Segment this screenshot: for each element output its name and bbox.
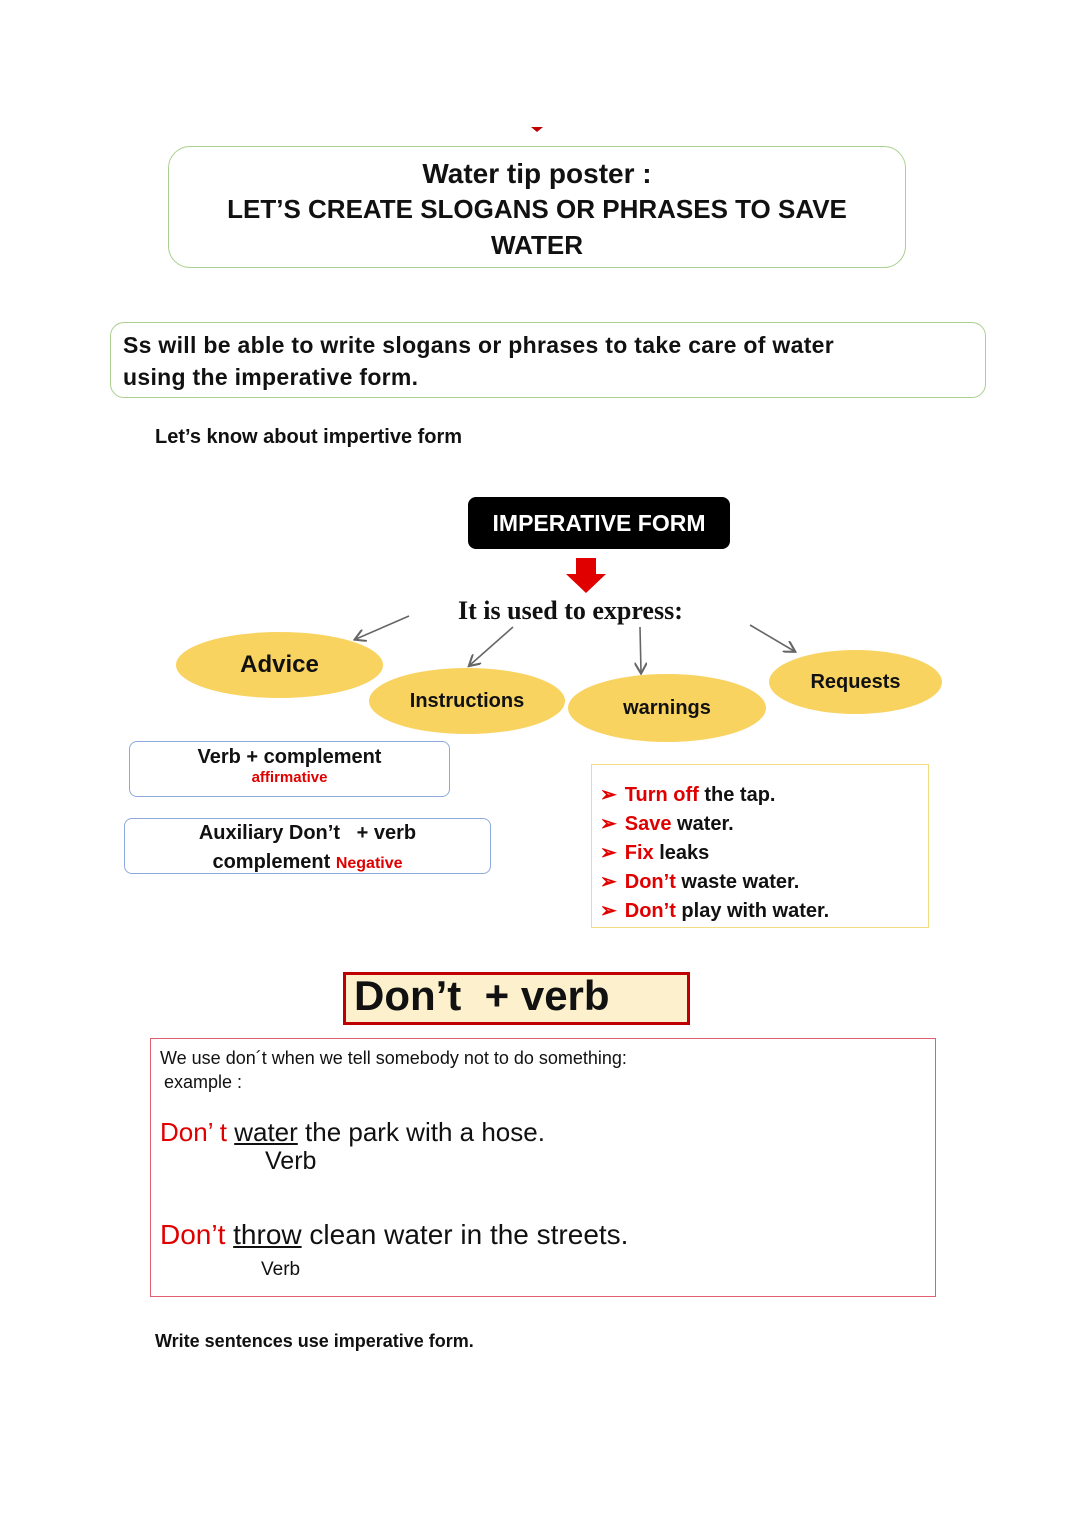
usage-intro: We use don´t when we tell somebody not to do something: (160, 1048, 627, 1068)
examples-box (591, 764, 929, 928)
verb-word: water (234, 1117, 298, 1147)
used-to-express-text: It is used to express: (458, 596, 683, 625)
example-item (600, 810, 928, 839)
arrow-to-advice (356, 616, 409, 639)
example-rest: the tap. (698, 784, 776, 806)
objective-line-1: Ss will be able to write slogans or phrases to take care of water (123, 332, 835, 358)
example-rest: waste water. (675, 871, 800, 893)
verb-label-2: Verb (261, 1259, 301, 1280)
example-verb: Save (624, 813, 672, 835)
arrow-to-warnings (640, 627, 641, 672)
task-instruction: Write sentences use imperative form. (155, 1331, 474, 1351)
affirmative-rule-box (129, 741, 450, 797)
diagram-arrows (0, 0, 1080, 760)
title-line-2: LET’S CREATE SLOGANS OR PHRASES TO SAVE (227, 194, 847, 224)
example-verb: Don’t (624, 871, 676, 893)
verb-label-1: Verb (265, 1147, 317, 1175)
dont-word: Don’ t (160, 1117, 227, 1147)
arrow-bullet-icon: ➢ (600, 900, 617, 922)
example-sentence-2 (160, 1219, 628, 1251)
arrow-bullet-icon: ➢ (600, 784, 617, 806)
negative-rule-box (124, 818, 491, 874)
use-requests: Requests (769, 650, 942, 714)
section-subtitle: Let’s know about impertive form (155, 426, 463, 448)
title-line-3: WATER (491, 230, 583, 260)
objective-line-2: using the imperative form. (123, 364, 419, 390)
verb-word: throw (233, 1219, 302, 1250)
use-instructions: Instructions (369, 668, 565, 734)
negative-rule-line-2: complement (212, 851, 331, 873)
negative-rule-line-1: Auxiliary Don’t + verb (198, 822, 417, 844)
red-down-arrow-icon (566, 558, 606, 593)
imperative-form-header: IMPERATIVE FORM (468, 497, 730, 549)
affirmative-rule: Verb + complement (197, 746, 382, 768)
example-item (600, 781, 928, 810)
example-label: example : (164, 1072, 243, 1092)
arrow-bullet-icon: ➢ (600, 871, 617, 893)
arrow-to-requests (750, 625, 794, 651)
affirmative-tag: affirmative (251, 769, 328, 786)
example-sentence-1 (160, 1117, 545, 1148)
example-verb: Fix (624, 842, 654, 864)
arrow-bullet-icon: ➢ (600, 842, 617, 864)
dont-usage-box (150, 1038, 936, 1297)
example-rest: play with water. (675, 900, 830, 922)
example-item (600, 839, 928, 868)
sentence-rest: the park with a hose. (305, 1117, 545, 1147)
example-item (600, 868, 928, 897)
use-advice: Advice (176, 632, 383, 698)
arrow-bullet-icon: ➢ (600, 813, 617, 835)
use-warnings: warnings (568, 674, 766, 742)
sentence-rest: clean water in the streets. (309, 1219, 629, 1250)
example-rest: leaks (653, 842, 710, 864)
dont-verb-heading: Don’t + verb (343, 972, 690, 1025)
example-item (600, 897, 928, 926)
example-rest: water. (671, 813, 734, 835)
negative-tag: Negative (335, 855, 403, 872)
example-verb: Turn off (624, 784, 699, 806)
dont-word: Don’t (160, 1219, 226, 1250)
example-verb: Don’t (624, 900, 676, 922)
title-line-1: Water tip poster : (422, 158, 652, 189)
arrow-to-instructions (470, 627, 513, 665)
